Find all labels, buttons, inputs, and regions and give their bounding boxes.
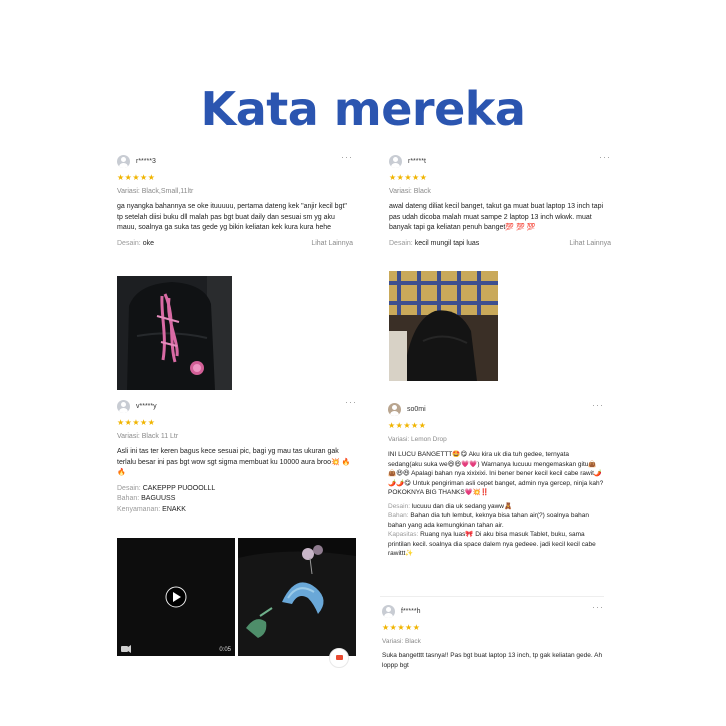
bahan-label: Bahan: — [388, 512, 409, 519]
review-card — [117, 398, 357, 534]
page-title: Kata mereka — [200, 82, 526, 136]
avatar[interactable] — [117, 155, 130, 168]
desain-value: oke — [142, 239, 154, 247]
star-rating: ★★★★★ — [389, 173, 428, 182]
review-text: INI LUCU BANGETTT🤩😋 Aku kira uk dia tuh gedee, ternyata sedang(aku suka we😆😆💗💗) Warnanya lucuuu mengemaskan gitu👜👜😆😆 Apalagi bahan nya xixixixi. Ini bener bener kecil kecil cabe rawit🌶️🌶️🌶️😋 Untuk pengiriman asli cepet banget, admin nya gercep, ninja kah? POKOKNYA BIG THANKS💗💥‼️ — [388, 451, 604, 496]
username[interactable]: r*****3 — [136, 157, 156, 165]
more-options-icon[interactable]: ··· — [592, 603, 604, 612]
review-card — [389, 153, 611, 271]
desain-label: Desain: — [389, 239, 413, 247]
desain-label: Desain: — [388, 502, 411, 510]
variant-text: Variasi: Black — [389, 188, 431, 195]
review-video[interactable] — [117, 538, 235, 656]
desain-label: Desain: — [117, 239, 141, 247]
review-photo[interactable] — [117, 276, 232, 390]
avatar[interactable] — [388, 403, 401, 416]
shop-badge-icon — [329, 648, 349, 668]
more-options-icon[interactable]: ··· — [599, 153, 611, 162]
star-rating: ★★★★★ — [388, 421, 427, 430]
kenyamanan-value: ENAKK — [162, 505, 186, 513]
desain-value: kecil mungil tapi luas — [414, 239, 480, 247]
kapasitas-label: Kapasitas: — [388, 531, 419, 538]
review-card — [117, 153, 353, 278]
more-options-icon[interactable]: ··· — [592, 401, 604, 410]
review-text: awal dateng diliat kecil banget, takut ga muat buat laptop 13 inch tapi pas udah dicoba malah muat sampe 2 laptop 13 inch wkwk. muat banyak tapi ga keliatan penuh banget💯 💯 💯 — [389, 203, 604, 231]
star-rating: ★★★★★ — [117, 173, 156, 182]
avatar[interactable] — [382, 605, 395, 618]
desain-value: lucuuu dan dia uk sedang yaww🧸 — [411, 502, 513, 510]
variant-text: Variasi: Black 11 Ltr — [117, 433, 179, 440]
more-options-icon[interactable]: ··· — [341, 153, 353, 162]
review-photo[interactable] — [238, 538, 356, 656]
see-more-link[interactable]: Lihat Lainnya — [311, 239, 353, 247]
bahan-value: BAGUUSS — [141, 495, 176, 502]
divider — [380, 596, 604, 597]
username[interactable]: f*****h — [401, 607, 421, 615]
more-options-icon[interactable]: ··· — [345, 398, 357, 407]
star-rating: ★★★★★ — [382, 623, 421, 632]
avatar[interactable] — [389, 155, 402, 168]
desain-value: CAKEPPP PUOOOLLL — [142, 484, 216, 492]
kenyamanan-label: Kenyamanan: — [117, 505, 161, 513]
variant-text: Variasi: Black — [382, 638, 421, 645]
username[interactable]: so0mi — [407, 405, 426, 413]
avatar[interactable] — [117, 400, 130, 413]
star-rating: ★★★★★ — [117, 418, 156, 427]
see-more-link[interactable]: Lihat Lainnya — [569, 239, 611, 247]
variant-text: Variasi: Lemon Drop — [388, 436, 447, 443]
bahan-label: Bahan: — [117, 495, 140, 502]
review-text: ga nyangka bahannya se oke ituuuuu, pertama dateng kek "anjir kecil bgt" tp setelah diisi buku dll malah pas bgt buat daily dan sesuai sm yg aku mauu, soalnya ga suka tas gede yg bikin keliatan kek kura kura hehe — [117, 203, 347, 231]
review-photo[interactable] — [389, 271, 498, 381]
username[interactable]: r*****t — [408, 157, 426, 165]
variant-text: Variasi: Black,Small,11ltr — [117, 188, 194, 195]
kapasitas-value: Ruang nya luas🎀 Di aku bisa masuk Tablet, buku, sama printilan kecil. soalnya dia space dalem nya gedeee. jadi kecil kecil cabe rawittt✨ — [388, 531, 596, 557]
review-card — [388, 401, 604, 581]
review-text: Suka bangetttt tasnya!! Pas bgt buat laptop 13 inch, tp gak keliatan gede. Ah loppp bgt — [382, 652, 603, 669]
review-card — [382, 603, 604, 673]
bahan-value: Bahan dia tuh lembut, keknya bisa tahan air(?) soalnya bahan bahan yang ada kemungkinan tahan air. — [388, 512, 589, 529]
desain-label: Desain: — [117, 484, 141, 492]
review-text: Asli ini tas ter keren bagus kece sesuai pic, bagi yg mau tas ukuran gak terlalu besar ini pas bgt wow sgt sigma membuat ku 10000 aura broo💥 🔥 🔥 — [117, 448, 351, 476]
video-duration: 0:05 — [219, 647, 231, 653]
username[interactable]: v*****y — [136, 402, 157, 410]
